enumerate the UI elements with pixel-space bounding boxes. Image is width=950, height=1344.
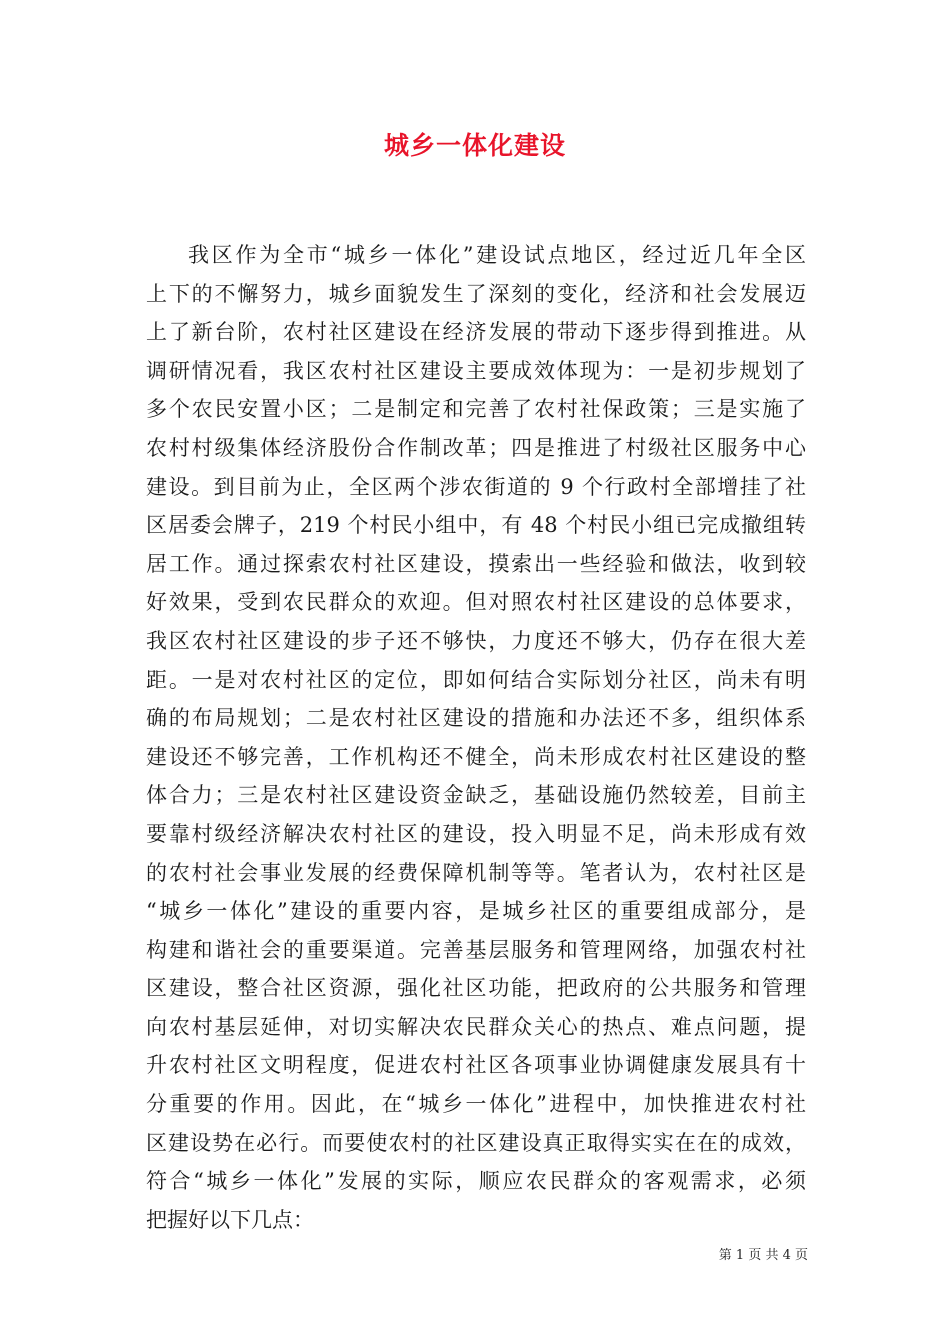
- paragraph-line: 把握好以下几点：: [146, 1207, 314, 1232]
- paragraph-line: 农村村级集体经济股份合作制改革；四是推进了村级社区服务中心: [146, 435, 806, 460]
- paragraph-line: 体合力；三是农村社区建设资金缺乏，基础设施仍然较差，目前主: [146, 783, 806, 808]
- paragraph-line: 我区作为全市“城乡一体化”建设试点地区，经过近几年全区: [188, 243, 806, 267]
- paragraph-line: 要靠村级经济解决农村社区的建设，投入明显不足，尚未形成有效: [146, 821, 806, 846]
- paragraph-line: 分重要的作用。因此，在“城乡一体化”进程中，加快推进农村社: [146, 1092, 806, 1117]
- page-number: 第 1 页 共 4 页: [718, 1248, 808, 1263]
- paragraph-line: 上下的不懈努力，城乡面貌发生了深刻的变化，经济和社会发展迈: [146, 281, 806, 306]
- paragraph-line: 区建设势在必行。而要使农村的社区建设真正取得实实在在的成效，: [146, 1130, 806, 1155]
- paragraph-line: 确的布局规划；二是农村社区建设的措施和办法还不多，组织体系: [146, 706, 806, 731]
- paragraph-line: 的农村社会事业发展的经费保障机制等等。笔者认为，农村社区是: [146, 860, 806, 885]
- paragraph-line: 多个农民安置小区；二是制定和完善了农村社保政策；三是实施了: [146, 397, 806, 422]
- paragraph-line: 居工作。通过探索农村社区建设，摸索出一些经验和做法，收到较: [146, 551, 806, 576]
- paragraph-line: 调研情况看，我区农村社区建设主要成效体现为：一是初步规划了: [146, 358, 806, 383]
- paragraph-line: 好效果，受到农民群众的欢迎。但对照农村社区建设的总体要求，: [146, 590, 806, 615]
- paragraph-line: 向农村基层延伸，对切实解决农民群众关心的热点、难点问题，提: [146, 1014, 806, 1039]
- paragraph-line: 区建设，整合社区资源，强化社区功能，把政府的公共服务和管理: [146, 976, 806, 1001]
- paragraph-line: 距。一是对农村社区的定位，即如何结合实际划分社区，尚未有明: [146, 667, 806, 692]
- paragraph-line: 升农村社区文明程度，促进农村社区各项事业协调健康发展具有十: [146, 1053, 806, 1078]
- paragraph-line: 建设。到目前为止，全区两个涉农街道的 9 个行政村全部增挂了社: [146, 474, 806, 499]
- paragraph-line: 上了新台阶，农村社区建设在经济发展的带动下逐步得到推进。从: [146, 320, 806, 345]
- paragraph-line: 符合“城乡一体化”发展的实际，顺应农民群众的客观需求，必须: [146, 1169, 806, 1194]
- page-title: 城乡一体化建设: [383, 131, 566, 160]
- body-paragraph: [146, 236, 806, 1239]
- paragraph-line: 我区农村社区建设的步子还不够快，力度还不够大，仍存在很大差: [146, 628, 806, 653]
- paragraph-line: “城乡一体化”建设的重要内容，是城乡社区的重要组成部分，是: [146, 899, 806, 924]
- paragraph-line: 区居委会牌子，219 个村民小组中，有 48 个村民小组已完成撤组转: [146, 513, 806, 538]
- paragraph-line: 构建和谐社会的重要渠道。完善基层服务和管理网络，加强农村社: [146, 937, 806, 962]
- paragraph-line: 建设还不够完善，工作机构还不健全，尚未形成农村社区建设的整: [146, 744, 806, 769]
